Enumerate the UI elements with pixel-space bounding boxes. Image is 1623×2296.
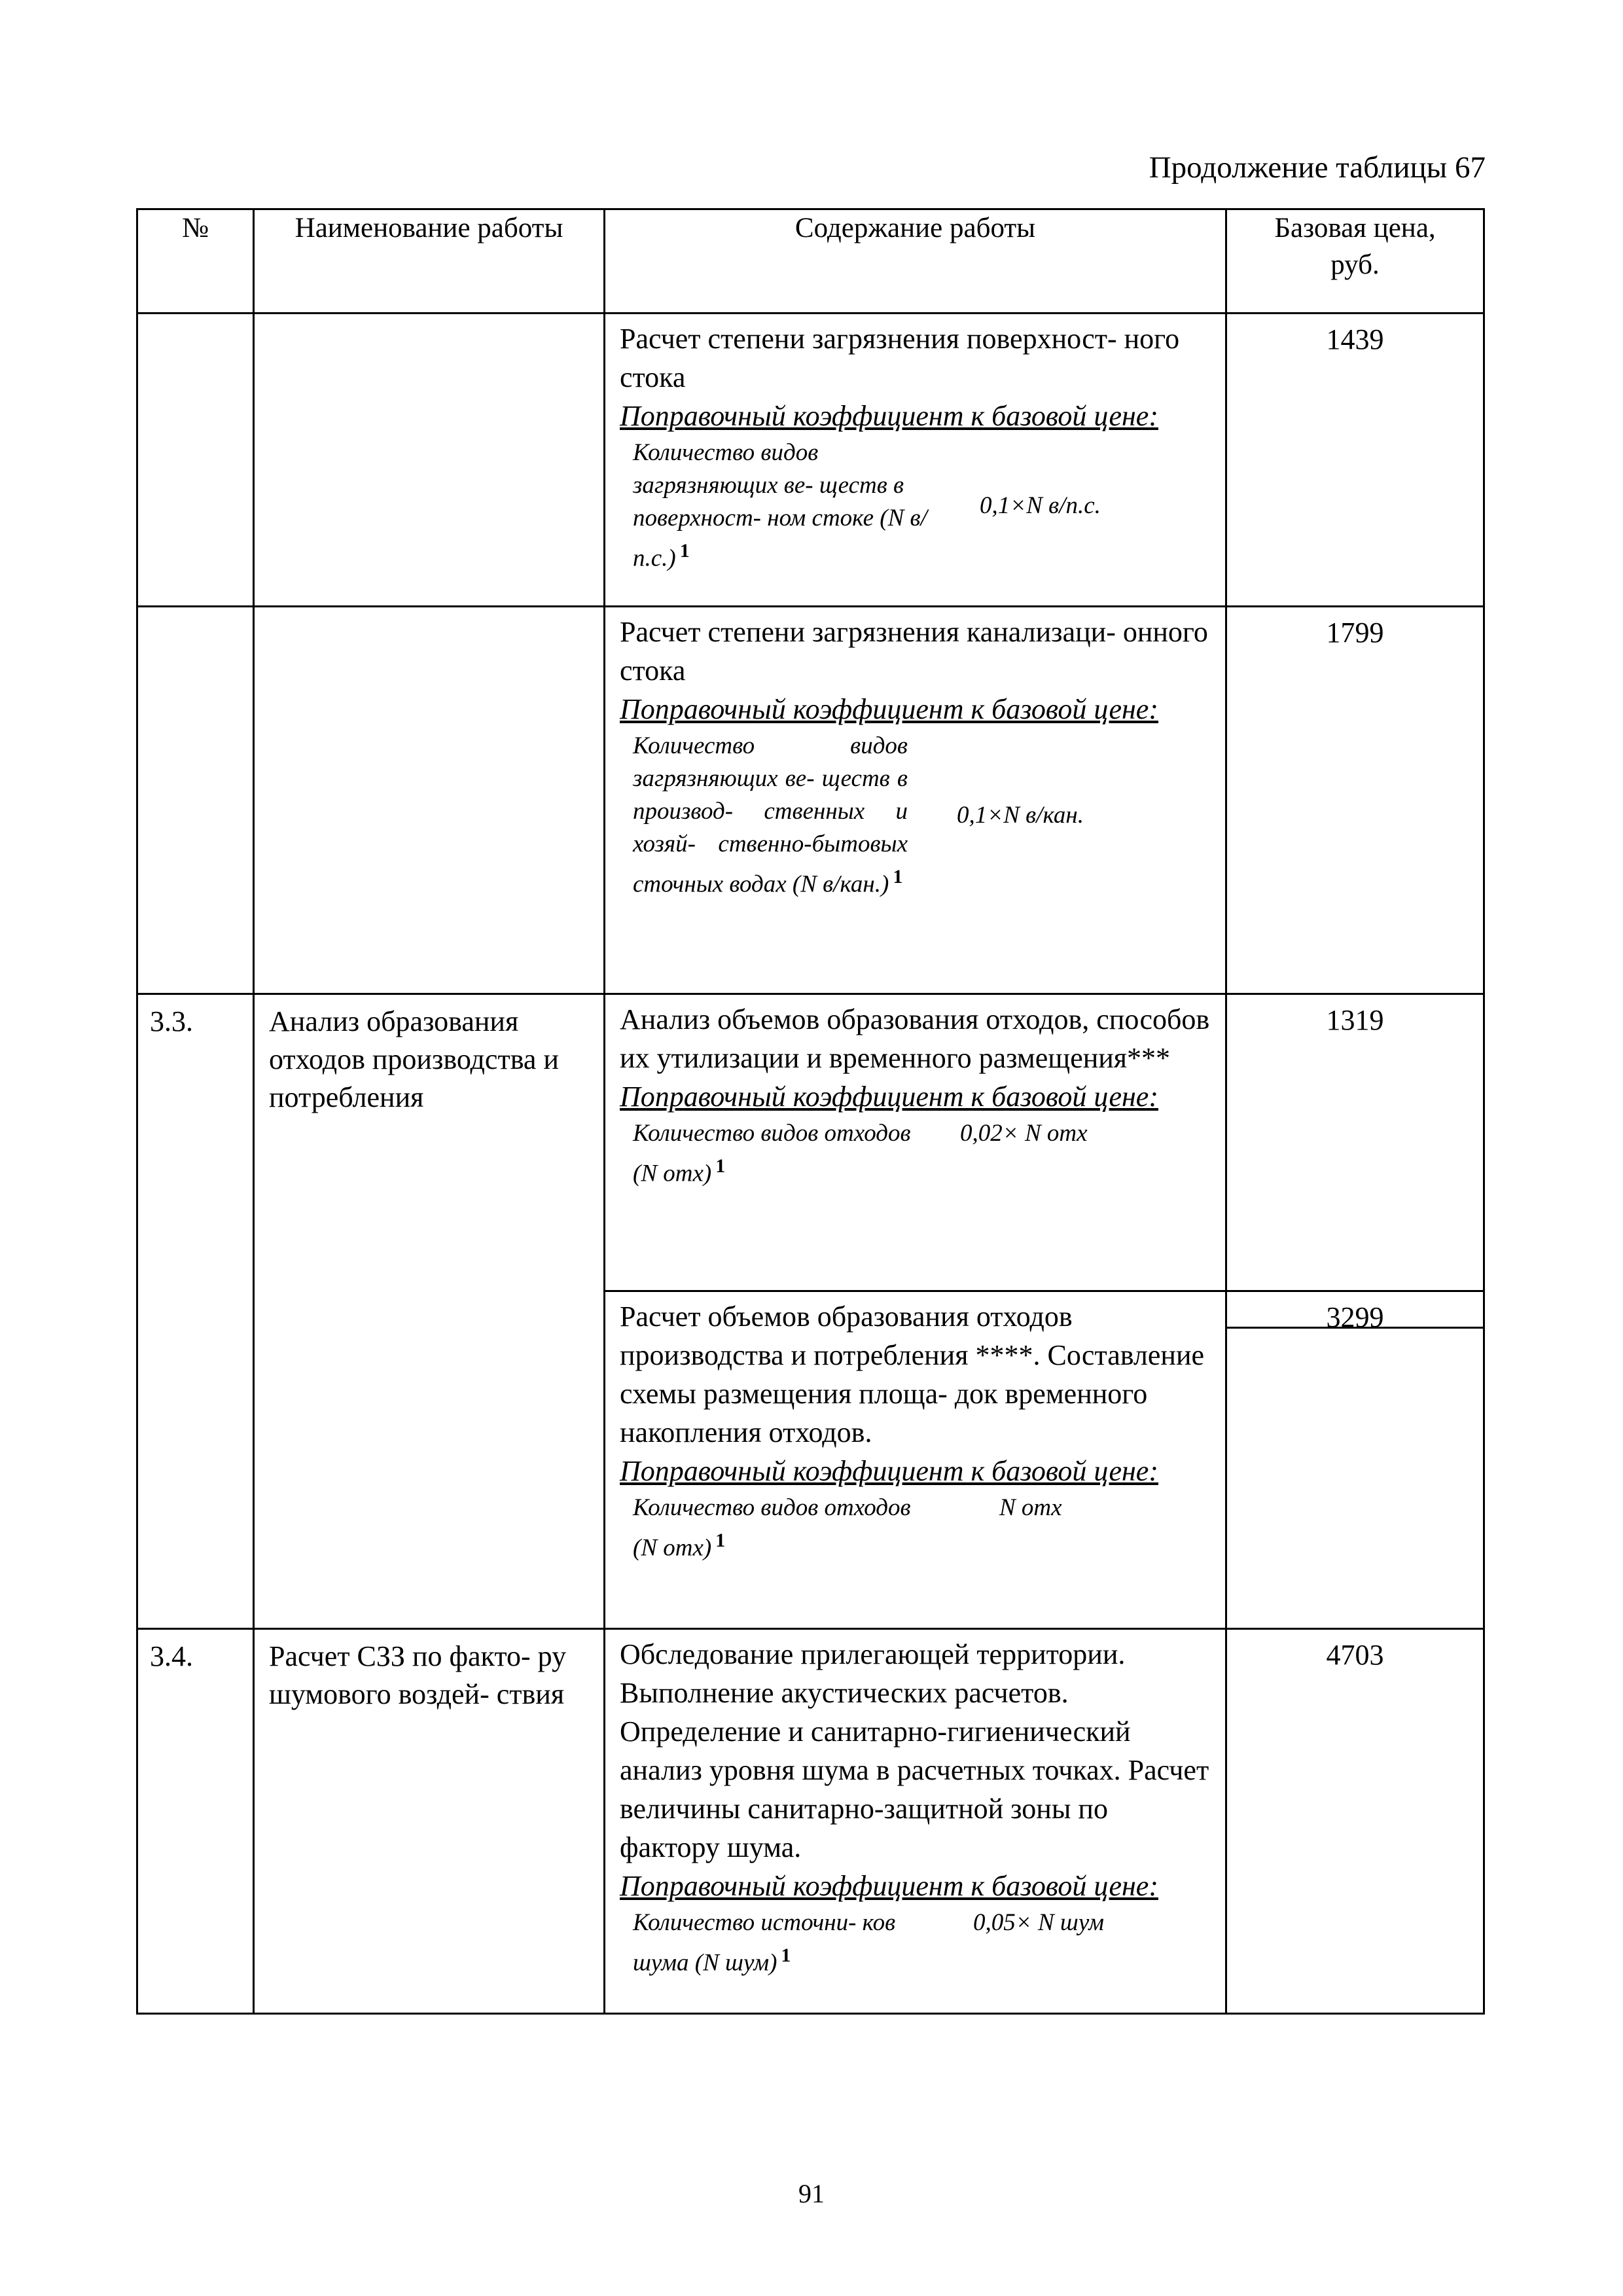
coefficient-parameter: Количество видов загрязняющих ве- ществ в производ- ственных и хозяй- ственно-бытовых сточных водах (N в/кан.) $^1$: [633, 732, 908, 898]
correction-coefficient-label: Поправочный коэффициент к базовой цене:: [620, 1081, 1158, 1113]
coefficient-parameter: Количество источни- ков шума (N шум) $^1$: [633, 1909, 896, 1977]
coefficient-parameter: Количество видов отходов (N отх) $^1$: [633, 1120, 911, 1187]
row-name-cell: Расчет СЗЗ по факто- ру шумового воздей- ствия: [254, 1629, 605, 2014]
table-row: [137, 994, 1484, 1291]
footnote-marker: 1: [715, 1155, 726, 1177]
page-number: 91: [798, 2179, 825, 2208]
row-number-cell: [137, 607, 254, 994]
base-price-cell: 1799: [1226, 607, 1484, 994]
price-table: [136, 208, 1485, 2015]
row-content-cell: [605, 607, 1226, 994]
base-price-cell: 1319: [1226, 994, 1484, 1291]
base-price-cell: [1226, 1291, 1484, 1629]
row-name-cell: [254, 607, 605, 994]
correction-coefficient-label: Поправочный коэффициент к базовой цене:: [620, 693, 1158, 725]
header-base-price: Базовая цена, руб.: [1226, 209, 1484, 314]
correction-coefficient-label: Поправочный коэффициент к базовой цене:: [620, 1870, 1158, 1902]
correction-coefficient-label: Поправочный коэффициент к базовой цене:: [620, 400, 1158, 432]
row-number-cell: 3.4.: [137, 1629, 254, 2014]
row-name-cell: [254, 314, 605, 607]
row-name-cell: Анализ образования отходов производства и потребления: [254, 994, 605, 1629]
header-work-content: Содержание работы: [605, 209, 1226, 314]
row-number-cell: [137, 314, 254, 607]
row-content-cell: [605, 1291, 1226, 1629]
footnote-marker: 1: [679, 540, 690, 562]
coefficient-line: [620, 1907, 1213, 1979]
header-work-name: Наименование работы: [254, 209, 605, 314]
coefficient-formula: 0,1×N в/п.с.: [980, 492, 1101, 519]
footnote-marker: 1: [781, 1945, 791, 1966]
work-description: Расчет степени загрязнения поверхност- ного стока: [620, 323, 1180, 393]
coefficient-formula: 0,02× N отх: [960, 1120, 1088, 1147]
row-content-cell: [605, 994, 1226, 1291]
table-continuation-caption: Продолжение таблицы 67: [1149, 151, 1486, 185]
table-row: [137, 1629, 1484, 2014]
table-row: [137, 314, 1484, 607]
coefficient-line: [620, 1492, 1213, 1564]
coefficient-line: [620, 1117, 1213, 1190]
table-row: [137, 607, 1484, 994]
coefficient-parameter: Количество видов отходов (N отх) $^1$: [633, 1494, 911, 1562]
base-price-cell: 1439: [1226, 314, 1484, 607]
base-price-cell: 4703: [1226, 1629, 1484, 2014]
coefficient-parameter: Количество видов загрязняющих ве- ществ в поверхност- ном стоке (N в/п.с.) $^1$: [633, 439, 927, 572]
base-price-value: 3299: [1227, 1292, 1483, 1329]
coefficient-formula: N отх: [999, 1494, 1062, 1521]
row-content-cell: [605, 1629, 1226, 2014]
work-description: Анализ объемов образования отходов, способов их утилизации и временного размещения***: [620, 1003, 1210, 1074]
row-number-cell: 3.3.: [137, 994, 254, 1629]
coefficient-formula: 0,05× N шум: [973, 1909, 1104, 1936]
table-header-row: [137, 209, 1484, 314]
work-description: Обследование прилегающей территории. Выполнение акустических расчетов. Определение и санитарно-гигиенический анализ уровня шума в расчетных точках. Расчет величины санитарно-защитной зоны по фактору шума.: [620, 1638, 1209, 1863]
coefficient-line: [620, 730, 1213, 901]
header-number: №: [137, 209, 254, 314]
work-description: Расчет степени загрязнения канализаци- онного стока: [620, 616, 1208, 687]
coefficient-line: [620, 437, 1213, 575]
coefficient-formula: 0,1×N в/кан.: [957, 801, 1084, 829]
correction-coefficient-label: Поправочный коэффициент к базовой цене:: [620, 1455, 1158, 1487]
footnote-marker: 1: [715, 1530, 726, 1551]
footnote-marker: 1: [893, 866, 903, 888]
work-description: Расчет объемов образования отходов производства и потребления ****. Составление схемы размещения площа- док временного накопления отходов.: [620, 1300, 1205, 1448]
row-content-cell: [605, 314, 1226, 607]
